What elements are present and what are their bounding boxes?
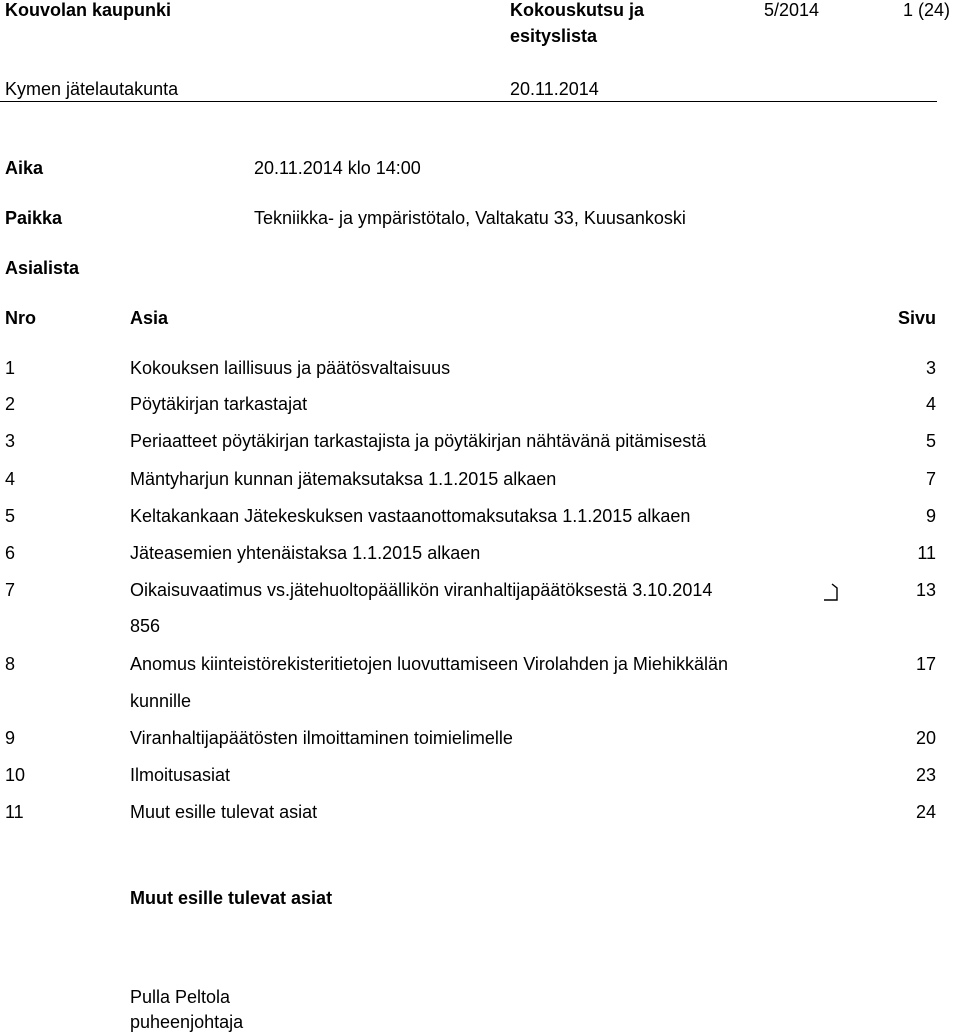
table-row xyxy=(0,358,960,380)
row-asia: Mäntyharjun kunnan jätemaksutaksa 1.1.2015 alkaen xyxy=(130,469,557,489)
row-sivu: 23 xyxy=(915,765,936,785)
table-row xyxy=(0,469,960,491)
page-indicator: 1 (24) xyxy=(903,0,951,20)
row-nro: 6 xyxy=(5,543,16,563)
table-row xyxy=(0,394,960,416)
row-sivu: 5 xyxy=(925,431,936,451)
row-nro: 11 xyxy=(5,802,24,822)
row-sivu: 9 xyxy=(925,506,936,526)
doc-type-line2: esityslista xyxy=(510,26,598,46)
row-sivu: 17 xyxy=(915,654,936,674)
row-sivu: 4 xyxy=(925,394,936,414)
col-header-asia: Asia xyxy=(130,308,169,328)
doc-type-line1: Kokouskutsu ja xyxy=(510,0,645,20)
row-nro: 5 xyxy=(5,506,16,526)
row-nro: 2 xyxy=(5,394,16,414)
row-asia-continued: 856 xyxy=(130,616,161,636)
row-asia: Jäteasemien yhtenäistaksa 1.1.2015 alkaen xyxy=(130,543,481,563)
row-nro: 3 xyxy=(5,431,16,451)
body-name: Kymen jätelautakunta xyxy=(5,79,179,99)
col-header-sivu: Sivu xyxy=(897,308,936,328)
row-sivu: 7 xyxy=(925,469,936,489)
table-row xyxy=(0,431,960,453)
row-nro: 7 xyxy=(5,580,16,600)
row-nro: 1 xyxy=(5,358,16,378)
table-row xyxy=(0,654,960,714)
table-row xyxy=(0,543,960,565)
row-nro: 8 xyxy=(5,654,16,674)
row-asia-continued: kunnille xyxy=(130,691,192,711)
row-sivu: 24 xyxy=(915,802,936,822)
agenda-heading: Asialista xyxy=(5,258,80,278)
header-date: 20.11.2014 xyxy=(510,79,599,99)
meeting-number: 5/2014 xyxy=(764,0,820,20)
table-row xyxy=(0,580,960,640)
row-nro: 9 xyxy=(5,728,16,748)
row-asia: Muut esille tulevat asiat xyxy=(130,802,318,822)
other-matters-heading: Muut esille tulevat asiat xyxy=(130,888,333,908)
time-value: 20.11.2014 klo 14:00 xyxy=(254,158,421,178)
municipality-name: Kouvolan kaupunki xyxy=(5,0,172,20)
table-row xyxy=(0,765,960,787)
row-asia: Ilmoitusasiat xyxy=(130,765,231,785)
row-sivu: 20 xyxy=(915,728,936,748)
row-sivu: 3 xyxy=(925,358,936,378)
table-row xyxy=(0,506,960,528)
row-asia: Keltakankaan Jätekeskuksen vastaanottomaksutaksa 1.1.2015 alkaen xyxy=(130,506,691,526)
place-label: Paikka xyxy=(5,208,63,228)
row-nro: 10 xyxy=(5,765,26,785)
place-value: Tekniikka- ja ympäristötalo, Valtakatu 33, Kuusankoski xyxy=(254,208,686,228)
table-row xyxy=(0,802,960,824)
row-nro: 4 xyxy=(5,469,16,489)
row-asia: Oikaisuvaatimus vs.jätehuoltopäällikön viranhaltijapäätöksestä 3.10.2014 xyxy=(130,580,713,600)
row-asia: Kokouksen laillisuus ja päätösvaltaisuus xyxy=(130,358,451,378)
row-sivu: 11 xyxy=(917,543,936,563)
tab-leader-mark xyxy=(822,582,840,602)
row-asia: Anomus kiinteistörekisteritietojen luovuttamiseen Virolahden ja Miehikkälän xyxy=(130,654,728,674)
header-divider xyxy=(0,101,937,102)
row-asia: Pöytäkirjan tarkastajat xyxy=(130,394,308,414)
row-sivu: 13 xyxy=(915,580,936,600)
row-asia: Viranhaltijapäätösten ilmoittaminen toimielimelle xyxy=(130,728,513,748)
signature-name: Pulla Peltola xyxy=(130,987,231,1007)
time-label: Aika xyxy=(5,158,44,178)
table-row xyxy=(0,728,960,750)
row-asia: Periaatteet pöytäkirjan tarkastajista ja pöytäkirjan nähtävänä pitämisestä xyxy=(130,431,707,451)
signature-title: puheenjohtaja xyxy=(130,1012,244,1032)
col-header-nro: Nro xyxy=(5,308,36,328)
